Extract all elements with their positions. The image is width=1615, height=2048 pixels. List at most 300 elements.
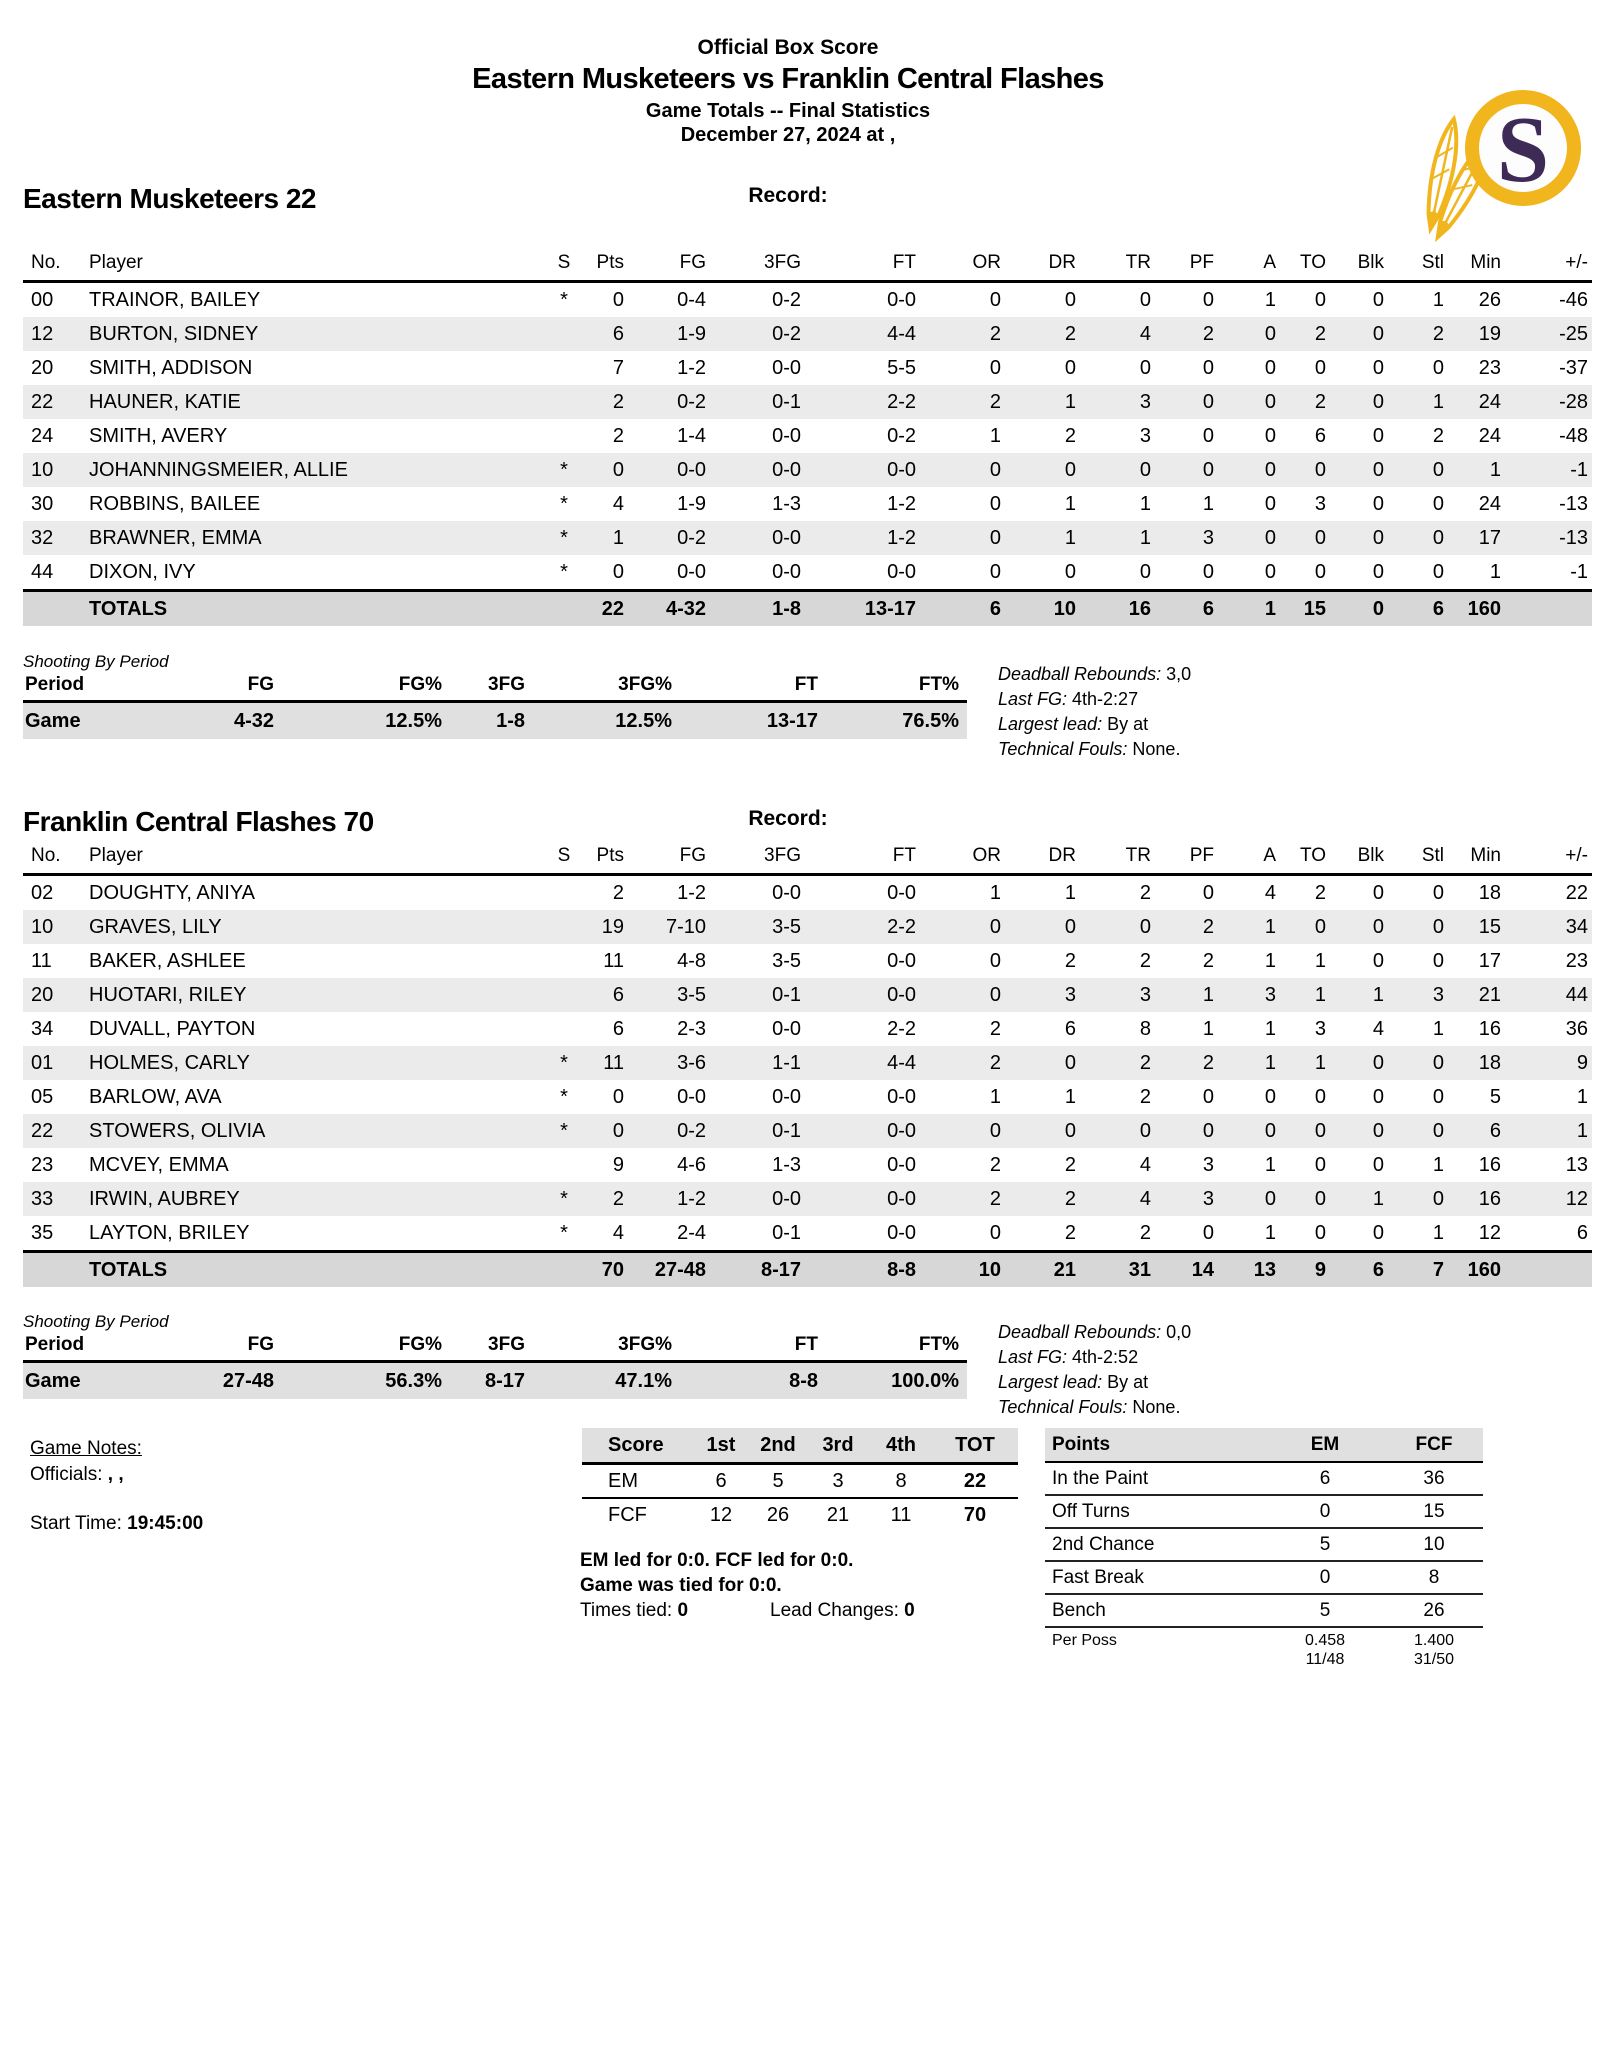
score-q2: 26 <box>750 1498 806 1531</box>
player-row <box>23 978 1592 1012</box>
stat-pts: 0 <box>612 1119 624 1142</box>
team2-notes <box>998 1320 1598 1420</box>
player-row <box>23 487 1592 521</box>
stat-stl: 2 <box>1432 424 1444 447</box>
stat-or: 1 <box>989 1085 1001 1108</box>
box-score-label: Official Box Score <box>697 36 879 59</box>
stat-fg: 2-3 <box>677 1017 706 1040</box>
game-date: December 27, 2024 at , <box>680 124 896 147</box>
stat-tr: 1 <box>1139 526 1151 549</box>
stat-pf: 0 <box>1202 1119 1214 1142</box>
stat-stl: 1 <box>1432 288 1444 311</box>
stat-to: 0 <box>1314 288 1326 311</box>
score-col-2nd: 2nd <box>750 1428 806 1464</box>
stat-pm: 1 <box>1576 1119 1588 1142</box>
col-header-pf: PF <box>1155 843 1218 875</box>
stat-ft: 0-2 <box>887 424 916 447</box>
points-em: 0 <box>1265 1561 1385 1594</box>
stat-pm: -25 <box>1559 322 1588 345</box>
stat-to: 1 <box>1314 949 1326 972</box>
player-row <box>23 910 1592 944</box>
stat-no: 34 <box>31 1017 54 1040</box>
stat-or: 0 <box>989 356 1001 379</box>
totals-blk: 6 <box>1330 1252 1388 1288</box>
stat-pm: -48 <box>1559 424 1588 447</box>
stat-fg3: 1-1 <box>772 1051 801 1074</box>
totals-ft: 8-8 <box>805 1252 920 1288</box>
stat-pts: 2 <box>612 1187 624 1210</box>
player-row <box>23 419 1592 453</box>
note-line <box>998 1395 1598 1420</box>
stat-pts: 0 <box>612 1085 624 1108</box>
stat-fg: 0-0 <box>677 560 706 583</box>
player-name: BRAWNER, EMMA <box>89 526 262 549</box>
stat-blk: 0 <box>1372 526 1384 549</box>
stat-stl: 2 <box>1432 322 1444 345</box>
shooting-col-ft: FT% <box>826 673 967 702</box>
stat-fg3: 0-0 <box>772 356 801 379</box>
stat-a: 0 <box>1264 356 1276 379</box>
stat-s <box>545 1012 583 1046</box>
player-name: STOWERS, OLIVIA <box>89 1119 266 1142</box>
stat-no: 00 <box>31 288 54 311</box>
stat-stl: 1 <box>1432 1017 1444 1040</box>
lead-line3 <box>580 1598 1050 1623</box>
col-header-no: No. <box>23 250 85 282</box>
stat-dr: 1 <box>1064 526 1076 549</box>
stat-or: 0 <box>989 949 1001 972</box>
stat-blk: 0 <box>1372 1085 1384 1108</box>
stat-fg: 0-2 <box>677 526 706 549</box>
stat-no: 30 <box>31 492 54 515</box>
note-label: Largest lead: <box>998 1372 1108 1392</box>
totals-label: TOTALS <box>85 591 545 627</box>
player-name: IRWIN, AUBREY <box>89 1187 240 1210</box>
officials-label: Officials: <box>30 1463 103 1485</box>
stat-s: * <box>560 458 568 481</box>
stat-fg: 0-0 <box>677 458 706 481</box>
shooting-col-period: Period <box>23 1333 143 1362</box>
stat-pf: 3 <box>1202 526 1214 549</box>
points-fcf: 26 <box>1385 1594 1483 1627</box>
stat-fg3: 3-5 <box>772 949 801 972</box>
stat-min: 21 <box>1478 983 1501 1006</box>
shooting-col-ft: FT <box>680 1333 826 1362</box>
note-line <box>998 1345 1598 1370</box>
player-row <box>23 1216 1592 1252</box>
totals-label: TOTALS <box>85 1252 545 1288</box>
stat-stl: 0 <box>1432 1051 1444 1074</box>
stat-blk: 1 <box>1372 1187 1384 1210</box>
stat-to: 0 <box>1314 915 1326 938</box>
stat-a: 1 <box>1264 1221 1276 1244</box>
player-name: DOUGHTY, ANIYA <box>89 881 255 904</box>
player-name: DUVALL, PAYTON <box>89 1017 256 1040</box>
stat-stl: 0 <box>1432 881 1444 904</box>
totals-pts: 70 <box>583 1252 628 1288</box>
totals-pm <box>1505 591 1592 627</box>
stat-fg: 0-0 <box>677 1085 706 1108</box>
totals-fg: 27-48 <box>628 1252 710 1288</box>
stat-to: 3 <box>1314 1017 1326 1040</box>
stat-s <box>545 875 583 911</box>
totals-tr: 16 <box>1080 591 1155 627</box>
totals-pf: 6 <box>1155 591 1218 627</box>
stat-pf: 0 <box>1202 288 1214 311</box>
points-col-em: EM <box>1265 1428 1385 1462</box>
col-header-tr: TR <box>1080 843 1155 875</box>
stat-stl: 0 <box>1432 560 1444 583</box>
stat-to: 3 <box>1314 492 1326 515</box>
stat-tr: 2 <box>1139 1085 1151 1108</box>
stat-no: 01 <box>31 1051 54 1074</box>
stat-tr: 0 <box>1139 560 1151 583</box>
stat-blk: 0 <box>1372 356 1384 379</box>
totals-a: 13 <box>1218 1252 1280 1288</box>
totals-a: 1 <box>1218 591 1280 627</box>
stat-pts: 9 <box>612 1153 624 1176</box>
stat-or: 2 <box>989 1017 1001 1040</box>
stat-pf: 0 <box>1202 356 1214 379</box>
stat-fg3: 0-0 <box>772 881 801 904</box>
shooting-title: Shooting By Period <box>23 652 169 671</box>
points-fcf: 15 <box>1385 1495 1483 1528</box>
points-fcf: 36 <box>1385 1462 1483 1495</box>
note-label: Largest lead: <box>998 714 1108 734</box>
shooting-data-row <box>23 1362 967 1400</box>
stat-pts: 0 <box>612 560 624 583</box>
stat-a: 0 <box>1264 1085 1276 1108</box>
per-poss-detail: 11/48 <box>1305 1651 1345 1668</box>
stat-stl: 0 <box>1432 1187 1444 1210</box>
note-line <box>998 1370 1598 1395</box>
player-name: HOLMES, CARLY <box>89 1051 250 1074</box>
stat-s <box>545 978 583 1012</box>
col-header-ft: FT <box>805 843 920 875</box>
stat-fg: 7-10 <box>665 915 706 938</box>
stat-s <box>545 385 583 419</box>
stat-pf: 2 <box>1202 949 1214 972</box>
stat-a: 1 <box>1264 1017 1276 1040</box>
stat-pm: -28 <box>1559 390 1588 413</box>
stat-or: 0 <box>989 526 1001 549</box>
col-header-to: TO <box>1280 250 1330 282</box>
stat-ft: 0-0 <box>887 1153 916 1176</box>
stat-min: 16 <box>1478 1187 1501 1210</box>
stat-pf: 2 <box>1202 915 1214 938</box>
stat-ft: 5-5 <box>887 356 916 379</box>
lead-line1: EM led for 0:0. FCF led for 0:0. <box>580 1550 854 1571</box>
team2-shooting-section <box>23 1312 967 1399</box>
stat-pts: 6 <box>612 322 624 345</box>
shooting-header-row <box>23 1333 967 1362</box>
score-q4: 11 <box>870 1498 932 1531</box>
stat-or: 0 <box>989 983 1001 1006</box>
stat-blk: 0 <box>1372 915 1384 938</box>
points-per-poss-row <box>1045 1627 1483 1689</box>
stat-a: 0 <box>1264 458 1276 481</box>
stat-dr: 0 <box>1064 560 1076 583</box>
score-q1: 6 <box>715 1469 727 1492</box>
stat-dr: 1 <box>1064 390 1076 413</box>
stat-pts: 2 <box>612 390 624 413</box>
totals-ft: 13-17 <box>805 591 920 627</box>
stat-min: 24 <box>1478 492 1501 515</box>
col-header-pts: Pts <box>583 250 628 282</box>
stat-or: 0 <box>989 1119 1001 1142</box>
stat-or: 1 <box>989 424 1001 447</box>
stat-s: * <box>560 1085 568 1108</box>
stat-pf: 0 <box>1202 881 1214 904</box>
col-header-s: S <box>545 250 583 282</box>
col-header-pm: +/- <box>1505 250 1592 282</box>
stat-pm: 22 <box>1565 881 1588 904</box>
note-label: Last FG: <box>998 1347 1073 1367</box>
stat-to: 0 <box>1314 526 1326 549</box>
stat-no: 20 <box>31 356 54 379</box>
stat-pts: 11 <box>603 1051 624 1074</box>
score-total: 22 <box>963 1469 987 1492</box>
stat-to: 0 <box>1314 1187 1326 1210</box>
stat-pts: 7 <box>612 356 624 379</box>
stat-or: 2 <box>989 1051 1001 1074</box>
stat-dr: 1 <box>1064 492 1076 515</box>
totals-or: 6 <box>920 591 1005 627</box>
team2-heading-row <box>23 806 1592 842</box>
stat-a: 0 <box>1264 424 1276 447</box>
stat-a: 0 <box>1264 1187 1276 1210</box>
col-header-pf: PF <box>1155 250 1218 282</box>
stat-blk: 0 <box>1372 424 1384 447</box>
totals-fg3: 8-17 <box>710 1252 805 1288</box>
points-em: 5 <box>1265 1528 1385 1561</box>
stat-no: 44 <box>31 560 54 583</box>
stat-or: 2 <box>989 1153 1001 1176</box>
stat-no: 32 <box>31 526 54 549</box>
points-em <box>1265 1627 1385 1689</box>
stat-fg: 0-2 <box>677 1119 706 1142</box>
stat-dr: 0 <box>1064 356 1076 379</box>
stat-a: 0 <box>1264 390 1276 413</box>
stat-s: * <box>560 560 568 583</box>
totals-or: 10 <box>920 1252 1005 1288</box>
col-header-fg: FG <box>628 843 710 875</box>
stat-stl: 1 <box>1432 390 1444 413</box>
stat-dr: 2 <box>1064 424 1076 447</box>
col-header-ft: FT <box>805 250 920 282</box>
points-comparison-table <box>1045 1428 1483 1689</box>
col-header-name: Player <box>85 843 545 875</box>
note-line <box>998 687 1598 712</box>
shooting-col-fg: FG% <box>282 673 450 702</box>
stat-fg3: 0-2 <box>772 322 801 345</box>
score-header-row <box>582 1428 1018 1464</box>
stat-tr: 0 <box>1139 288 1151 311</box>
stat-a: 3 <box>1264 983 1276 1006</box>
start-time-label: Start Time: <box>30 1513 122 1535</box>
stat-to: 0 <box>1314 1153 1326 1176</box>
note-value: By at <box>1107 1372 1149 1392</box>
totals-fg: 4-32 <box>628 591 710 627</box>
stat-fg3: 0-1 <box>772 1221 801 1244</box>
stat-pts: 4 <box>612 492 624 515</box>
col-header-name: Player <box>85 250 545 282</box>
stat-to: 0 <box>1314 1221 1326 1244</box>
stat-blk: 0 <box>1372 390 1384 413</box>
note-label: Deadball Rebounds: <box>998 664 1167 684</box>
stat-stl: 0 <box>1432 1085 1444 1108</box>
stat-blk: 1 <box>1372 983 1384 1006</box>
officials-value: , , <box>107 1463 124 1485</box>
stat-pf: 0 <box>1202 560 1214 583</box>
stat-fg: 1-9 <box>677 322 706 345</box>
stat-dr: 0 <box>1064 288 1076 311</box>
player-row <box>23 1148 1592 1182</box>
score-col-score: Score <box>582 1428 692 1464</box>
stat-stl: 1 <box>1432 1221 1444 1244</box>
points-row <box>1045 1594 1483 1627</box>
stat-to: 0 <box>1314 1085 1326 1108</box>
note-line <box>998 662 1598 687</box>
stat-a: 4 <box>1264 881 1276 904</box>
stat-to: 1 <box>1314 1051 1326 1074</box>
col-header-blk: Blk <box>1330 843 1388 875</box>
stat-dr: 2 <box>1064 1221 1076 1244</box>
stat-tr: 4 <box>1139 1153 1151 1176</box>
per-poss-value: 0.458 <box>1304 1632 1346 1649</box>
stat-or: 0 <box>989 915 1001 938</box>
stat-pf: 0 <box>1202 1085 1214 1108</box>
shooting-data-row <box>23 702 967 740</box>
totals-dr: 10 <box>1005 591 1080 627</box>
player-name: LAYTON, BRILEY <box>89 1221 250 1244</box>
stat-tr: 0 <box>1139 356 1151 379</box>
points-fcf: 8 <box>1385 1561 1483 1594</box>
stat-to: 6 <box>1314 424 1326 447</box>
stat-fg: 1-4 <box>677 424 706 447</box>
shooting-col-period: Period <box>23 673 143 702</box>
stat-stl: 0 <box>1432 915 1444 938</box>
stat-no: 10 <box>31 915 54 938</box>
stat-ft: 4-4 <box>887 1051 916 1074</box>
stat-to: 0 <box>1314 1119 1326 1142</box>
stat-pm: 36 <box>1565 1017 1588 1040</box>
stat-pm: -1 <box>1570 458 1588 481</box>
stat-pts: 2 <box>612 881 624 904</box>
player-name: GRAVES, LILY <box>89 915 222 938</box>
totals-row <box>23 1252 1592 1288</box>
stat-min: 1 <box>1489 458 1501 481</box>
stat-pts: 19 <box>601 915 624 938</box>
stat-pf: 2 <box>1202 322 1214 345</box>
stat-no: 11 <box>31 949 52 972</box>
stat-no: 20 <box>31 983 54 1006</box>
stat-no: 02 <box>31 881 54 904</box>
points-row <box>1045 1561 1483 1594</box>
stat-min: 12 <box>1478 1221 1501 1244</box>
stat-tr: 2 <box>1139 1221 1151 1244</box>
stat-a: 1 <box>1264 915 1276 938</box>
points-header-row <box>1045 1428 1483 1462</box>
stat-tr: 2 <box>1139 1051 1151 1074</box>
page-header <box>0 36 1576 147</box>
stat-no: 22 <box>31 1119 54 1142</box>
note-label: Last FG: <box>998 689 1073 709</box>
stat-min: 26 <box>1478 288 1501 311</box>
stat-min: 17 <box>1478 526 1501 549</box>
stat-fg3: 0-0 <box>772 526 801 549</box>
stat-dr: 1 <box>1064 1085 1076 1108</box>
stat-pf: 0 <box>1202 424 1214 447</box>
stat-no: 33 <box>31 1187 54 1210</box>
shooting-header-row <box>23 673 967 702</box>
stat-pf: 3 <box>1202 1187 1214 1210</box>
totals-min: 160 <box>1448 591 1505 627</box>
player-name: JOHANNINGSMEIER, ALLIE <box>89 458 348 481</box>
note-value: None. <box>1132 1397 1181 1417</box>
stat-s: * <box>560 288 568 311</box>
totals-pm <box>1505 1252 1592 1288</box>
stat-min: 16 <box>1478 1017 1501 1040</box>
col-header-stl: Stl <box>1388 250 1448 282</box>
points-label: Fast Break <box>1045 1561 1265 1594</box>
lead-line2: Game was tied for 0:0. <box>580 1575 782 1597</box>
player-name: DIXON, IVY <box>89 560 196 583</box>
stat-or: 2 <box>989 322 1001 345</box>
shooting-value: 8-17 <box>450 1362 533 1400</box>
col-header-a: A <box>1218 250 1280 282</box>
col-header-fg: FG <box>628 250 710 282</box>
box-header-row <box>23 250 1592 282</box>
score-team: EM <box>608 1469 638 1492</box>
stat-fg: 4-8 <box>677 949 706 972</box>
stat-pm: 6 <box>1576 1221 1588 1244</box>
points-fcf: 10 <box>1385 1528 1483 1561</box>
stat-blk: 0 <box>1372 560 1384 583</box>
note-label: Technical Fouls: <box>998 739 1133 759</box>
stat-stl: 0 <box>1432 949 1444 972</box>
stat-ft: 0-0 <box>887 1187 916 1210</box>
stat-pm: -13 <box>1559 526 1588 549</box>
points-em: 0 <box>1265 1495 1385 1528</box>
stat-pts: 2 <box>612 424 624 447</box>
stat-s <box>545 944 583 978</box>
stat-min: 5 <box>1489 1085 1501 1108</box>
stat-or: 0 <box>989 458 1001 481</box>
stat-tr: 0 <box>1139 458 1151 481</box>
stat-dr: 2 <box>1064 322 1076 345</box>
player-name: HAUNER, KATIE <box>89 390 241 413</box>
player-name: MCVEY, EMMA <box>89 1153 229 1176</box>
stat-fg3: 0-2 <box>772 288 801 311</box>
player-name: BURTON, SIDNEY <box>89 322 259 345</box>
player-row <box>23 555 1592 591</box>
note-value: 0,0 <box>1166 1322 1192 1342</box>
stat-blk: 0 <box>1372 322 1384 345</box>
stat-pf: 1 <box>1202 1017 1214 1040</box>
team1-shooting-section <box>23 652 967 739</box>
team2-record-label: Record: <box>748 807 828 830</box>
points-col-points: Points <box>1045 1428 1265 1462</box>
start-time-line <box>30 1511 203 1537</box>
stat-blk: 0 <box>1372 881 1384 904</box>
shooting-value: 12.5% <box>282 702 450 740</box>
stat-fg: 3-5 <box>677 983 706 1006</box>
player-row <box>23 317 1592 351</box>
team1-shooting-table <box>23 673 967 739</box>
player-name: BARLOW, AVA <box>89 1085 222 1108</box>
totals-s <box>545 591 583 627</box>
